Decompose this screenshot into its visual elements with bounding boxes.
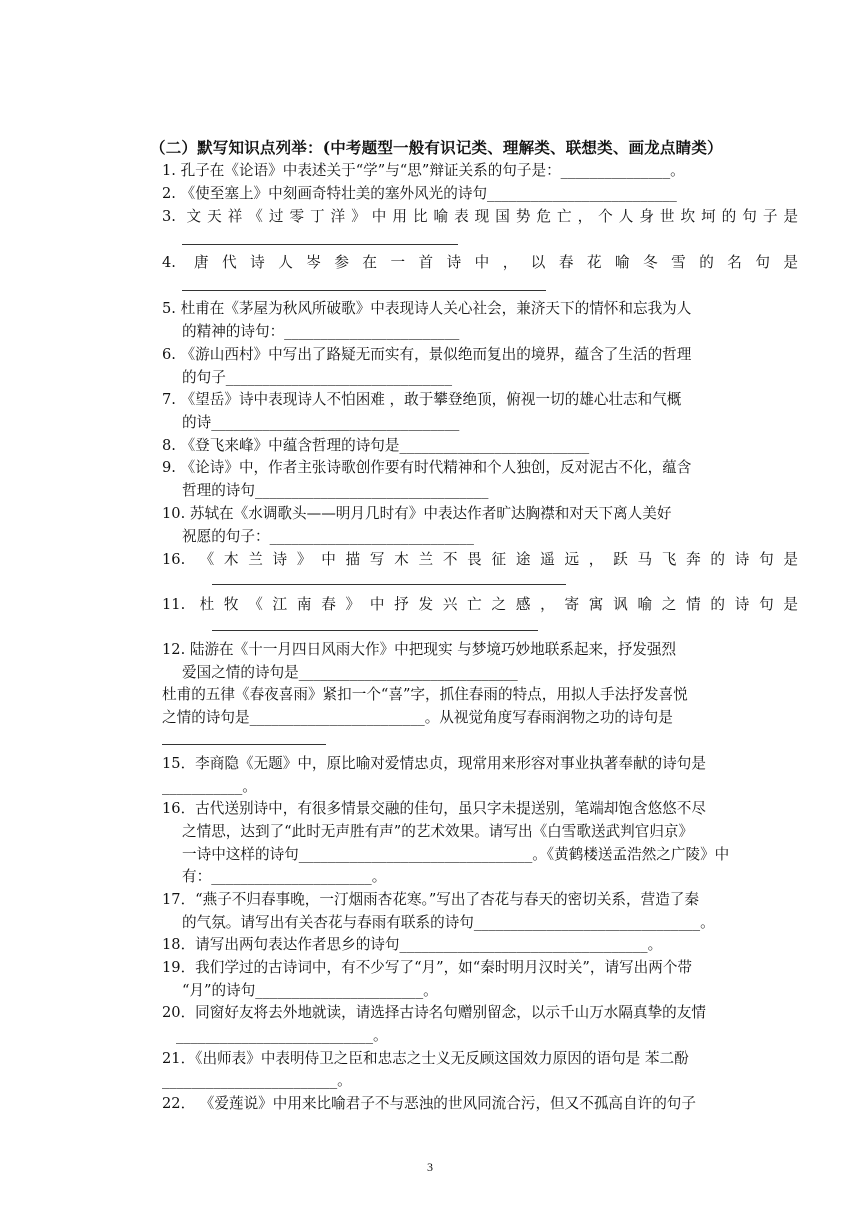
question-20-cont: ___________________________。 bbox=[176, 1027, 388, 1044]
question-5-cont: 的精神的诗句：________________________ bbox=[182, 323, 460, 340]
question-3: 3. 文天祥《过零丁洋》中用比喻表现国势危亡，个人身世坎坷的句子是 bbox=[162, 208, 798, 225]
answer-blank-dufu[interactable] bbox=[162, 744, 326, 745]
question-dufu-cont: 之情的诗句是________________________。从视觉角度写春雨润物之功的诗句是 bbox=[162, 709, 673, 726]
question-15-cont: ___________。 bbox=[162, 778, 257, 795]
question-9: 9. 《论诗》中，作者主张诗歌创作要有时代精神和个人独创，反对泥古不化，蕴含 bbox=[162, 459, 692, 476]
question-21: 21．《出师表》中表明侍卫之臣和忠志之士义无反顾这国效力原因的语句是 苯二酚 bbox=[162, 1050, 689, 1067]
question-9-cont: 哲理的诗句________________________________ bbox=[182, 482, 489, 499]
question-16-mulan: 16. 《木兰诗》中描写木兰不畏征途遥远，跃马飞奔的诗句是 bbox=[162, 551, 798, 568]
question-dufu: 杜甫的五律《春夜喜雨》紧扣一个“喜”字，抓住春雨的特点，用拟人手法抒发喜悦 bbox=[162, 686, 688, 703]
question-1: 1. 孔子在《论语》中表述关于“学”与“思”辩证关系的句子是：_______________。 bbox=[162, 162, 685, 179]
question-10: 10. 苏轼在《水调歌头——明月几时有》中表达作者旷达胸襟和对天下离人美好 bbox=[162, 505, 672, 522]
question-7-cont: 的诗__________________________________ bbox=[182, 414, 460, 431]
question-17: 17．“燕子不归春事晚，一汀烟雨杏花寒。”写出了杏花与春天的密切关系，营造了秦 bbox=[162, 891, 699, 908]
question-22: 22． 《爱莲说》中用来比喻君子不与恶浊的世风同流合污，但又不孤高自许的句子 bbox=[162, 1095, 696, 1112]
question-6: 6. 《游山西村》中写出了路疑无而实有，景似绝而复出的境界，蕴含了生活的哲理 bbox=[162, 346, 692, 363]
answer-blank-3[interactable] bbox=[182, 244, 458, 245]
question-2: 2. 《使至塞上》中刻画奇特壮美的塞外风光的诗句__________________________ bbox=[162, 185, 677, 202]
question-7: 7. 《望岳》诗中表现诗人不怕困难 ，敢于攀登绝顶，俯视一切的雄心壮志和气概 bbox=[162, 391, 682, 408]
question-16: 16．古代送别诗中，有很多情景交融的佳句，虽只字未提送别，笔端却饱含悠悠不尽 bbox=[162, 800, 706, 817]
question-10-cont: 祝愿的句子：____________________________ bbox=[182, 528, 474, 545]
question-12: 12. 陆游在《十一月四日风雨大作》中把现实 与梦境巧妙地联系起来，抒发强烈 bbox=[162, 641, 677, 658]
question-12-cont: 爱国之情的诗句是______________________________ bbox=[182, 664, 518, 681]
question-16-cont-1: 之情思，达到了“此时无声胜有声”的艺术效果。请写出《白雪歌送武判官归京》 bbox=[182, 823, 694, 840]
question-6-cont: 的句子_______________________________ bbox=[182, 369, 452, 386]
page-number: 3 bbox=[427, 1160, 433, 1174]
question-18: 18．请写出两句表达作者思乡的诗句__________________________________。 bbox=[162, 936, 663, 953]
answer-blank-16-mulan[interactable] bbox=[212, 584, 566, 585]
question-21-cont: ________________________。 bbox=[162, 1072, 352, 1089]
question-16-cont-3: 有：______________________。 bbox=[182, 868, 387, 885]
question-20: 20．同窗好友将去外地就读，请选择古诗名句赠别留念，以示千山万水隔真挚的友情 bbox=[162, 1004, 706, 1021]
question-19-cont: “月”的诗句_______________________。 bbox=[182, 982, 438, 999]
question-4: 4. 唐代诗人岑参在一首诗中，以春花喻冬雪的名句是 bbox=[162, 254, 798, 271]
question-17-cont: 的气氛。请写出有关杏花与春雨有联系的诗句_______________________________。 bbox=[182, 914, 715, 931]
answer-blank-4[interactable] bbox=[182, 290, 546, 291]
question-8: 8. 《登飞来峰》中蕴含哲理的诗句是__________________________ bbox=[162, 437, 590, 454]
answer-blank-11[interactable] bbox=[212, 630, 538, 631]
question-19: 19．我们学过的古诗词中，有不少写了“月”，如“秦时明月汉时关”，请写出两个带 bbox=[162, 959, 693, 976]
question-15: 15．李商隐《无题》中，原比喻对爱情忠贞，现常用来形容对事业执著奉献的诗句是 bbox=[162, 755, 706, 772]
question-16-cont-2: 一诗中这样的诗句________________________________。《黄鹤楼送孟浩然之广陵》中 bbox=[182, 846, 730, 863]
question-5: 5. 杜甫在《茅屋为秋风所破歌》中表现诗人关心社会，兼济天下的情怀和忘我为人 bbox=[162, 300, 692, 317]
question-11: 11. 杜牧《江南春》中抒发兴亡之感，寄寓讽喻之情的诗句是 bbox=[162, 596, 798, 613]
section-heading: （二）默写知识点列举：(中考题型一般有识记类、理解类、联想类、画龙点睛类） bbox=[150, 138, 723, 157]
